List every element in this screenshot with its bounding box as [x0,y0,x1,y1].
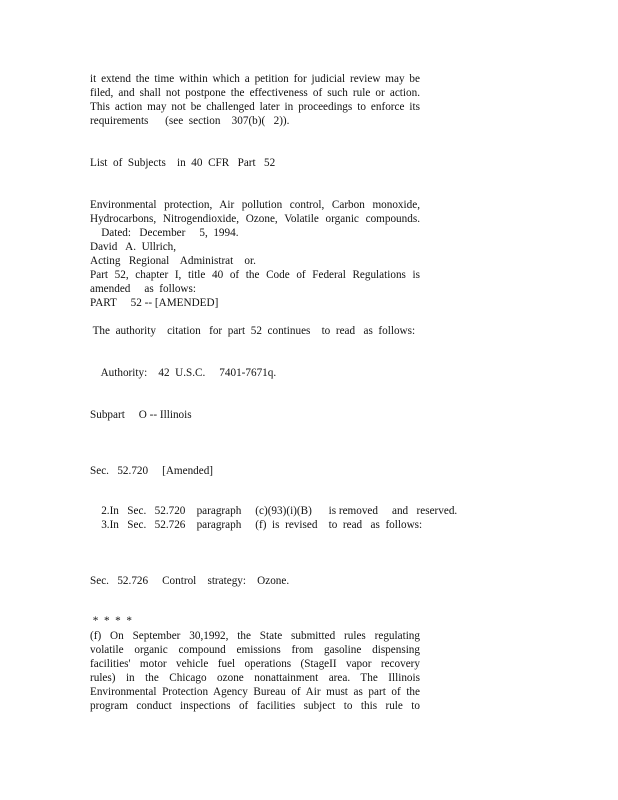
section-heading-control-strategy: Sec. 52.726 Control strategy: Ozone. [90,575,290,587]
amendment-item: 3.In Sec. 52.726 paragraph (f) is revised to read as follows: [90,519,423,531]
list-of-subjects-heading: List of Subjects in 40 CFR Part 52 [90,157,276,169]
section-heading-amended: Sec. 52.720 [Amended] [90,465,214,477]
final-paragraph-line: facilities' motor vehicle fuel operations (StageII vapor recovery [90,658,420,670]
paragraph-line: filed, and shall not postpone the effectiveness of such rule or action. [90,87,420,99]
signatory-name: David A. Ullrich, [90,241,177,253]
final-paragraph-line: (f) On September 30,1992, the State submitted rules regulating [90,630,420,642]
amendment-intro-line: Part 52, chapter I, title 40 of the Code of Federal Regulations is [90,269,420,281]
authority-citation-line: The authority citation for part 52 continues to read as follows: [90,325,416,337]
subjects-line: Hydrocarbons, Nitrogendioxide, Ozone, Volatile organic compounds. [90,213,420,225]
amendment-item: 2.In Sec. 52.720 paragraph (c)(93)(i)(B) is removed and reserved. [90,505,458,517]
omission-asterisks: * * * * [90,615,132,627]
subpart-heading: Subpart O -- Illinois [90,409,192,421]
amendment-intro-line: amended as follows: [90,283,196,295]
subjects-line: Environmental protection, Air pollution control, Carbon monoxide, [90,199,420,211]
authority-line: Authority: 42 U.S.C. 7401-7671q. [90,367,277,379]
final-paragraph-line: Environmental Protection Agency Bureau of Air must as part of the [90,686,420,698]
final-paragraph-line: program conduct inspections of facilities subject to this rule to [90,700,420,712]
part-heading: PART 52 -- [AMENDED] [90,297,219,309]
paragraph-line: This action may not be challenged later in proceedings to enforce its [90,101,420,113]
final-paragraph-line: volatile organic compound emissions from gasoline dispensing [90,644,420,656]
paragraph-line: requirements (see section 307(b)( 2)). [90,115,290,127]
signatory-title: Acting Regional Administrat or. [90,255,256,267]
paragraph-line: it extend the time within which a petition for judicial review may be [90,73,420,85]
dated-line: Dated: December 5, 1994. [90,227,239,239]
final-paragraph-line: rules) in the Chicago ozone nonattainment area. The Illinois [90,672,420,684]
